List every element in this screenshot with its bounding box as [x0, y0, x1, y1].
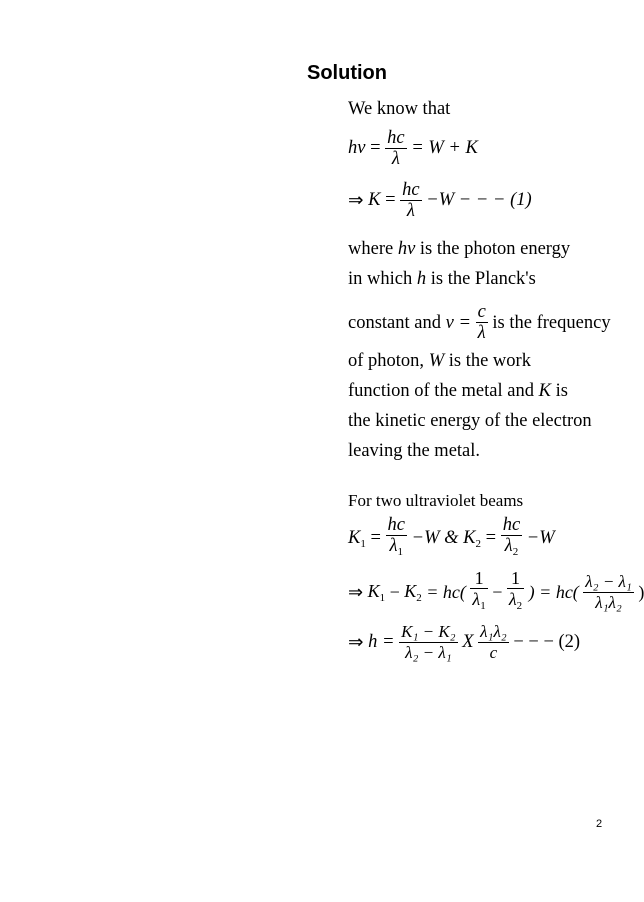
eq4-fraction-1: $\frac{1}{\lambda_1}$ [470, 568, 487, 616]
text-line-1: where hν is the photon energy [348, 239, 571, 259]
equation-5: ⇒ h = $\frac{\text{K₁ − K₂}}{\text{λ₂ − λ₁}}$ X $\frac{\text{λ₁λ₂}}{c}$ − − − (2) [348, 622, 581, 662]
eq3-fraction-1: $\frac{hc}{\lambda_1}$ [386, 515, 407, 562]
text-line-7: leaving the metal. [348, 441, 481, 461]
equation-1: hν = $\frac{hc}{\lambda}$ = W + K [348, 128, 478, 169]
eq1-fraction: $\frac{hc}{\lambda}$ [387, 128, 405, 169]
eq5-fraction-2: $\frac{\text{λ₁λ₂}}{c}$ [480, 622, 507, 662]
eq2-fraction: $\frac{hc}{\lambda}$ [402, 180, 420, 221]
page-number: 2 [596, 818, 603, 830]
eq1-rhs: = W + K [411, 138, 478, 158]
nu-fraction: $\frac{c}{\lambda}$ [477, 302, 486, 344]
intro-text: We know that [348, 99, 451, 119]
equation-3: $K_1$ = $\frac{hc}{\lambda_1}$ −W & $K_2$ = $\frac{hc}{\lambda_2}$ −W [348, 515, 555, 562]
eq1-lhs: hν [348, 138, 366, 158]
intro-text-2: For two ultraviolet beams [348, 491, 524, 510]
eq4-fraction-3: $\frac{\text{λ₂ − λ₁}}{\text{λ₁λ₂}}$ [585, 571, 632, 612]
text-line-6: the kinetic energy of the electron [348, 411, 592, 431]
text-line-5: function of the metal and K is [348, 381, 568, 401]
eq3-fraction-2: $\frac{hc}{\lambda_2}$ [501, 515, 522, 562]
text-line-2: in which h is the Planck's [348, 269, 536, 289]
equation-4: ⇒ $K_1 - K_2 = hc$( $\frac{1}{\lambda_1}$ − $\frac{1}{\lambda_2}$ ) = hc( $\frac{\text{λ₂ − λ₁}}{\text{λ₁λ₂}}$ ) [348, 568, 644, 616]
text-line-4: of photon, W is the work [348, 351, 531, 371]
eq5-fraction-1: $\frac{\text{K₁ − K₂}}{\text{λ₂ − λ₁}}$ [401, 622, 456, 662]
section-title: Solution [307, 62, 387, 84]
eq4-fraction-2: $\frac{1}{\lambda_2}$ [507, 568, 524, 616]
text-line-3: constant and ν = $\frac{c}{\lambda}$ is the frequency [348, 302, 611, 344]
equation-2: ⇒ K = $\frac{hc}{\lambda}$ −W − − − (1) [348, 180, 532, 221]
